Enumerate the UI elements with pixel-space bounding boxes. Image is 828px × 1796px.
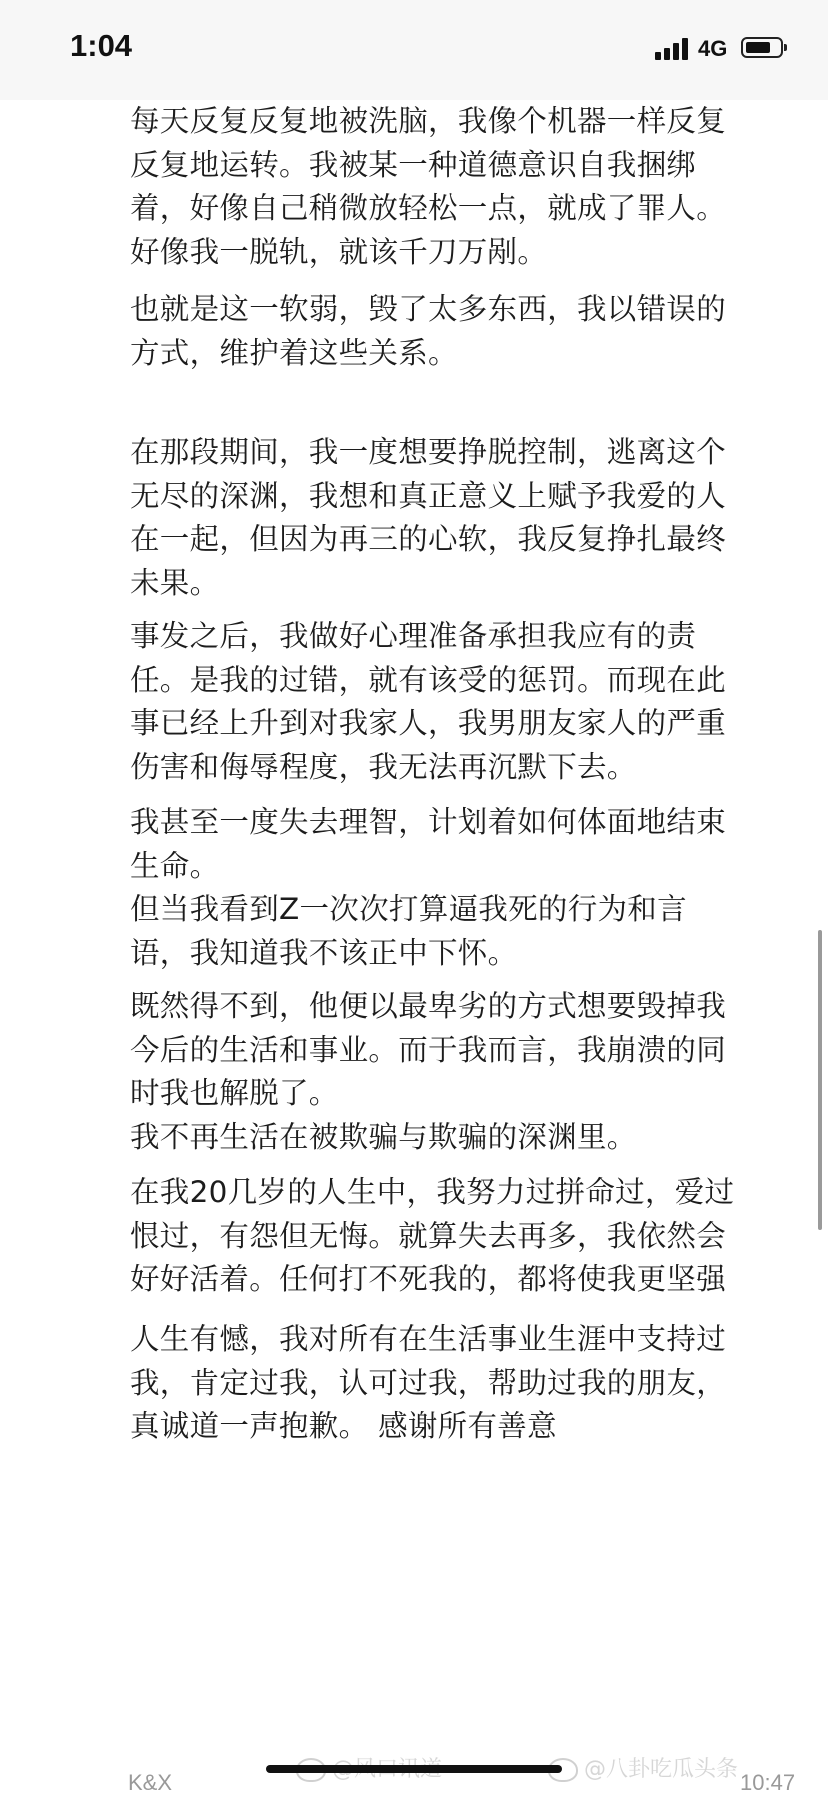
signal-icon (655, 38, 689, 60)
paragraph-line: 伤害和侮辱程度，我无法再沉默下去。 (130, 750, 637, 785)
paragraph-line: 方式，维护着这些关系。 (130, 335, 458, 370)
battery-icon (741, 37, 783, 58)
paragraph-line: 既然得不到，他便以最卑劣的方式想要毁掉我 (130, 989, 727, 1023)
network-type: 4G (698, 36, 728, 61)
paragraph (130, 100, 790, 275)
home-indicator[interactable] (266, 1765, 562, 1773)
paragraph-line: 好像我一脱轨，就该千刀万剐。 (130, 235, 548, 270)
paragraph-line: 也就是这一软弱，毁了太多东西，我以错误的 (130, 292, 727, 326)
paragraph (130, 985, 790, 1160)
scroll-indicator[interactable] (818, 930, 822, 1230)
article-body (0, 100, 828, 1740)
watermark-right (548, 1752, 738, 1783)
watermark-right-text: @八卦吃瓜头条 (584, 1757, 739, 1782)
paragraph-line: 语，我知道我不该正中下怀。 (130, 936, 518, 971)
paragraph-line: 真诚道一声抱歉。 感谢所有善意 (130, 1409, 557, 1444)
paragraph-line: 但当我看到Z一次次打算逼我死的行为和言 (130, 892, 687, 927)
paragraph-line: 未果。 (130, 566, 220, 601)
paragraph-line: 在那段期间，我一度想要挣脱控制，逃离这个 (130, 435, 727, 469)
paragraph (130, 615, 790, 790)
paragraph-line: 人生有憾，我对所有在生活事业生涯中支持过 (130, 1322, 727, 1356)
paragraph (130, 1318, 790, 1449)
paragraph (130, 1171, 790, 1302)
paragraph-line: 在一起，但因为再三的心软，我反复挣扎最终 (130, 522, 727, 557)
paragraph-line: 着，好像自己稍微放轻松一点，就成了罪人。 (130, 191, 727, 226)
paragraph-line: 我，肯定过我，认可过我，帮助过我的朋友， (130, 1365, 727, 1400)
paragraph-line: 事已经上升到对我家人，我男朋友家人的严重 (130, 706, 727, 741)
paragraph-line: 我甚至一度失去理智，计划着如何体面地结束 (130, 805, 727, 839)
paragraph (130, 431, 790, 606)
paragraph-line: 今后的生活和事业。而于我而言，我崩溃的同 (130, 1032, 727, 1067)
footer-left-text: K&X (128, 1770, 173, 1795)
paragraph-line: 好好活着。任何打不死我的，都将使我更坚强 (130, 1262, 727, 1297)
paragraph-line: 恨过，有怨但无悔。就算失去再多，我依然会 (130, 1218, 727, 1253)
paragraph-line: 在我20几岁的人生中，我努力过拼命过，爱过 (130, 1175, 735, 1209)
paragraph-line: 我不再生活在被欺骗与欺骗的深渊里。 (130, 1120, 637, 1155)
paragraph (130, 801, 790, 976)
paragraph-line: 事发之后，我做好心理准备承担我应有的责 (130, 619, 697, 653)
status-time: 1:04 (70, 28, 133, 63)
status-bar (0, 0, 828, 100)
paragraph-line: 反复地运转。我被某一种道德意识自我捆绑 (130, 147, 697, 182)
paragraph-line: 时我也解脱了。 (130, 1076, 339, 1111)
paragraph-line: 无尽的深渊，我想和真正意义上赋予我爱的人 (130, 478, 727, 513)
paragraph-line: 生命。 (130, 848, 220, 883)
footer-right-text: 10:47 (740, 1770, 796, 1795)
paragraph (130, 288, 790, 375)
paragraph-line: 每天反复反复地被洗脑，我像个机器一样反复 (130, 104, 727, 138)
paragraph-line: 任。是我的过错，就有该受的惩罚。而现在此 (130, 662, 727, 697)
